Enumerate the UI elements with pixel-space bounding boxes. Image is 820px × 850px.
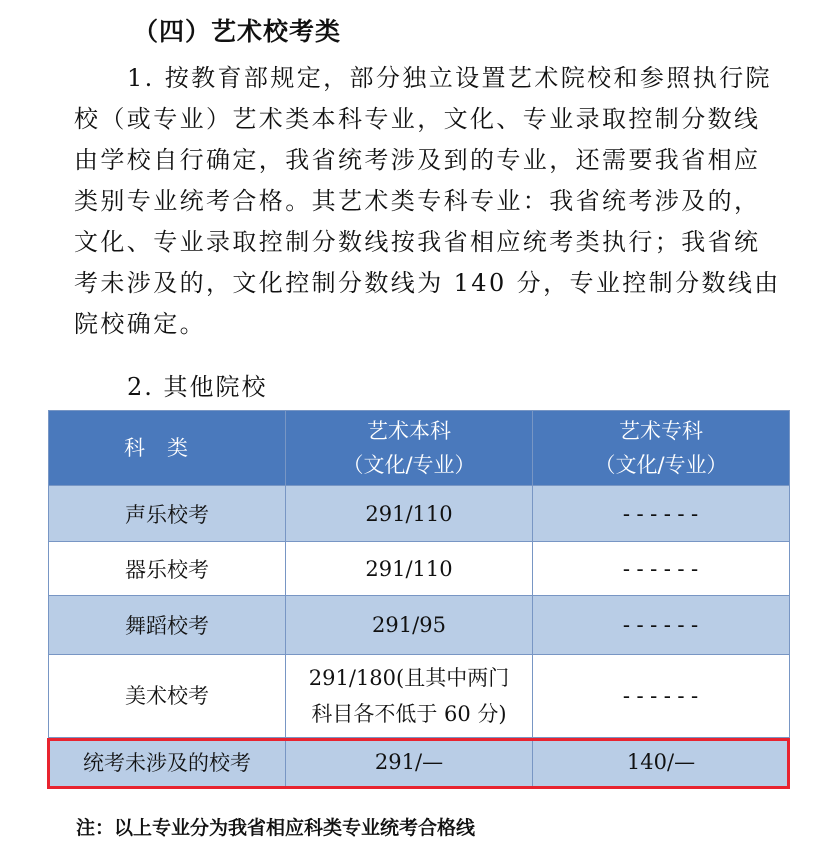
paragraph-line: 由学校自行确定，我省统考涉及到的专业，还需要我省相应 [74, 146, 761, 174]
section-heading: （四）艺术校考类 [133, 17, 342, 46]
table-row [49, 486, 790, 542]
header-category: 科类 [49, 411, 286, 486]
table-row [49, 542, 790, 596]
header-college-subtitle: （文化/专业） [594, 453, 728, 477]
row-category: 器乐校考 [49, 542, 286, 596]
row-undergrad-score: 291/95 [286, 596, 533, 655]
row-college-score: ------ [533, 486, 790, 542]
header-college [533, 411, 790, 486]
header-undergrad-subtitle: （文化/专业） [342, 453, 476, 477]
row-undergrad-score: 291/110 [286, 542, 533, 596]
row-college-score: 140/— [533, 738, 790, 787]
row-category: 统考未涉及的校考 [49, 738, 286, 787]
paragraph-line: 院校确定。 [74, 310, 206, 338]
header-undergrad-title: 艺术本科 [367, 419, 451, 443]
table-row-highlighted [49, 738, 790, 787]
row-college-score: ------ [533, 596, 790, 655]
row-category: 舞蹈校考 [49, 596, 286, 655]
table-header-row [49, 411, 790, 486]
row-undergrad-score [286, 655, 533, 738]
header-undergrad [286, 411, 533, 486]
row-college-score: ------ [533, 655, 790, 738]
score-table [48, 410, 790, 787]
row-category: 美术校考 [49, 655, 286, 738]
row-category: 声乐校考 [49, 486, 286, 542]
row-undergrad-score: 291/— [286, 738, 533, 787]
subheading-other-schools: 2. 其他院校 [127, 373, 268, 401]
row-college-score: ------ [533, 542, 790, 596]
row-undergrad-score-line1: 291/180(且其中两门 [308, 666, 510, 690]
paragraph-line: 类别专业统考合格。其艺术类专科专业：我省统考涉及的， [74, 187, 761, 215]
table-row [49, 596, 790, 655]
footnote: 注：以上专业分为我省相应科类专业统考合格线 [76, 817, 476, 839]
paragraph-line: 校（或专业）艺术类本科专业，文化、专业录取控制分数线 [74, 105, 761, 133]
paragraph-line: 文化、专业录取控制分数线按我省相应统考类执行；我省统 [74, 228, 761, 256]
row-undergrad-score-line2: 科目各不低于 60 分) [311, 702, 507, 726]
table-row [49, 655, 790, 738]
paragraph-line: 考未涉及的，文化控制分数线为 140 分，专业控制分数线由 [74, 269, 781, 297]
paragraph-line: 1. 按教育部规定，部分独立设置艺术院校和参照执行院 [127, 64, 772, 92]
header-college-title: 艺术专科 [619, 419, 703, 443]
row-undergrad-score: 291/110 [286, 486, 533, 542]
